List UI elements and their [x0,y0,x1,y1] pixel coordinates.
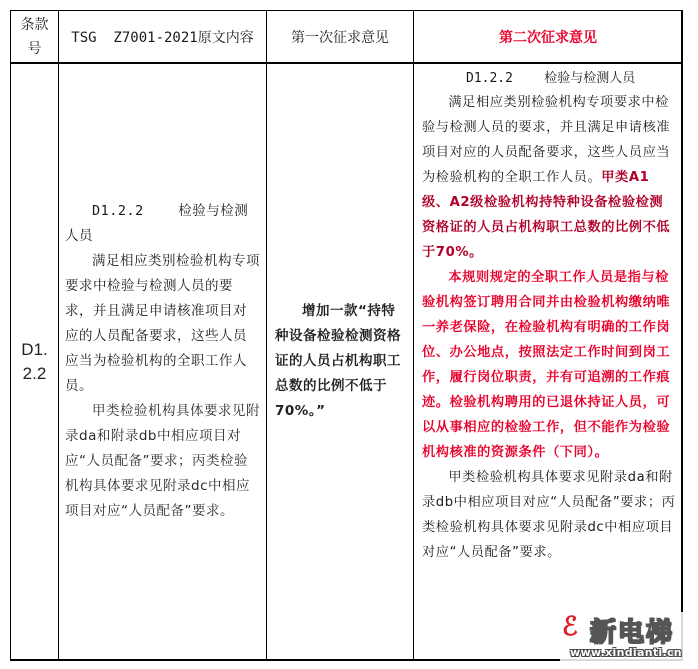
second-opinion-cell [414,64,682,659]
original-para1: 满足相应类别检验机构专项要求中检验与检测人员的要求，并且满足申请核准项目对应的人员配备要求，这些人员应当为检验机构的全职工作人员。 [65,253,260,394]
xindianti-logo-icon: ℰ [562,612,578,642]
second-opinion-para2-red: 本规则规定的全职工作人员是指与检验机构签订聘用合同并由检验机构缴纳唯一养老保险，在检验机构有明确的工作岗位、办公地点，按照法定工作时间到岗工作，履行岗位职责，并有可追溯的工作痕迹。检验机构聘用的已退休持证人员，可以从事相应的检验工作，但不能作为检验机构核准的资源条件（下同）。 [422,270,671,460]
comparison-table [10,10,683,661]
header-clause-no-line2: 号 [27,40,42,57]
table-header-row [11,11,681,64]
clause-number-line1: D1. [21,339,48,359]
header-original-text: TSG Z7001-2021原文内容 [71,29,254,46]
header-second-opinion: 第二次征求意见 [499,29,597,46]
watermark-url: www.xindianti.cn [570,646,682,659]
clause-number-cell [11,64,58,659]
original-para2: 甲类检验机构具体要求见附录da和附录db中相应项目对应“人员配备”要求；丙类检验机构具体要求见附录dc中相应项目对应“人员配备”要求。 [65,403,260,519]
header-clause-no [11,11,58,62]
header-clause-no-line1: 条款 [20,16,49,33]
first-opinion-text: 增加一款“持特种设备检验检测资格证的人员占机构职工总数的比例不低于70%。” [275,303,401,419]
second-opinion-para1-bold: 甲类A1级、A2级检验机构持特种设备检验检测资格证的人员占机构职工总数的比例不低于70%。 [422,170,671,260]
second-opinion-para3: 甲类检验机构具体要求见附录da和附录db中相应项目对应“人员配备”要求；丙类检验机构具体要求见附录dc中相应项目对应“人员配备”要求。 [422,470,676,560]
second-opinion-title: D1.2.2 检验与检测人员 [466,71,636,86]
watermark-brand: 新电梯 [590,618,675,648]
original-title: D1.2.2 检验与检测人员 [65,203,249,244]
second-opinion-para1-normal: 满足相应类别检验机构专项要求中检验与检测人员的要求，并且满足申请核准项目对应的人员配备要求，这些人员应当为检验机构的全职工作人员。 [422,95,671,185]
original-text-cell [59,64,266,659]
first-opinion-cell [267,64,413,659]
watermark [560,612,686,662]
second-opinion-para1 [422,90,676,265]
clause-number-line2: 2.2 [22,363,47,383]
header-first-opinion: 第一次征求意见 [291,29,389,46]
